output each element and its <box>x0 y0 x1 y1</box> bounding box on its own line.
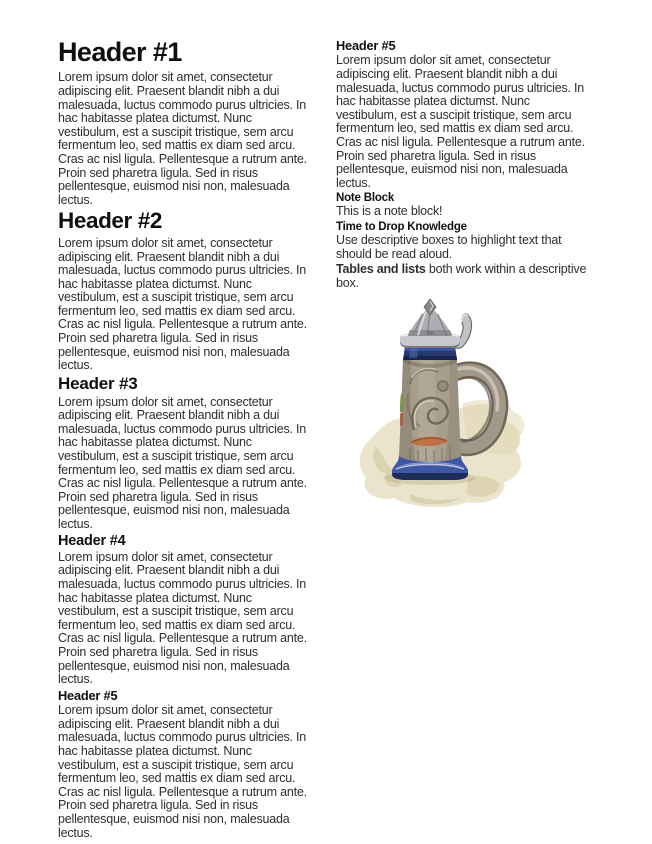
paragraph-1: Lorem ipsum dolor sit amet, consectetur adipiscing elit. Praesent blandit nibh a dui malesuada, luctus commodo purus ultricies. In hac habitasse platea dictumst. Nunc vestibulum, est a suscipit tristique, sem arcu fermentum leo, sed mattis ex diam sed arcu. Cras ac nisl ligula. Pellentesque a rutrum ante. Proin sed pharetra ligula. Sed in risus pellentesque, euismod nisi non, malesuada lectus. <box>58 70 307 207</box>
tables-lists-rest: both work within a descriptive box. <box>336 262 587 290</box>
paragraph-3: Lorem ipsum dolor sit amet, consectetur adipiscing elit. Praesent blandit nibh a dui malesuada, luctus commodo purus ultricies. In hac habitasse platea dictumst. Nunc vestibulum, est a suscipit tristique, sem arcu fermentum leo, sed mattis ex diam sed arcu. Cras ac nisl ligula. Pellentesque a rutrum ante. Proin sed pharetra ligula. Sed in risus pellentesque, euismod nisi non, malesuada lectus. <box>58 394 307 532</box>
paragraph-4: Lorem ipsum dolor sit amet, consectetur adipiscing elit. Praesent blandit nibh a dui malesuada, luctus commodo purus ultricies. In hac habitasse platea dictumst. Nunc vestibulum, est a suscipit tristique, sem arcu fermentum leo, sed mattis ex diam sed arcu. Cras ac nisl ligula. Pellentesque a rutrum ante. Proin sed pharetra ligula. Sed in risus pellentesque, euismod nisi non, malesuada lectus. <box>58 549 307 687</box>
drop-knowledge-text: Use descriptive boxes to highlight text that should be read aloud. <box>336 233 562 261</box>
heading-2: Header #2 <box>58 208 162 234</box>
heading-1: Header #1 <box>58 37 182 67</box>
heading-3: Header #3 <box>58 373 138 393</box>
drop-knowledge-title: Time to Drop Knowledge <box>336 221 467 234</box>
note-block-title: Note Block <box>336 192 395 205</box>
paragraph-6: Lorem ipsum dolor sit amet, consectetur adipiscing elit. Praesent blandit nibh a dui malesuada, luctus commodo purus ultricies. In hac habitasse platea dictumst. Nunc vestibulum, est a suscipit tristique, sem arcu fermentum leo, sed mattis ex diam sed arcu. Cras ac nisl ligula. Pellentesque a rutrum ante. Proin sed pharetra ligula. Sed in risus pellentesque, euismod nisi non, malesuada lectus. <box>336 53 585 190</box>
paragraph-5: Lorem ipsum dolor sit amet, consectetur adipiscing elit. Praesent blandit nibh a dui malesuada, luctus commodo purus ultricies. In hac habitasse platea dictumst. Nunc vestibulum, est a suscipit tristique, sem arcu fermentum leo, sed mattis ex diam sed arcu. Cras ac nisl ligula. Pellentesque a rutrum ante. Proin sed pharetra ligula. Sed in risus pellentesque, euismod nisi non, malesuada lectus. <box>58 703 307 840</box>
beer-stein-image <box>350 298 532 510</box>
note-block-text: This is a note block! <box>336 204 443 219</box>
stein-body <box>399 358 461 466</box>
tables-lists-bold-lead: Tables and lists <box>336 262 426 277</box>
heading-4: Header #4 <box>58 532 126 549</box>
left-column <box>58 38 314 842</box>
heading-5: Header #5 <box>58 687 118 703</box>
heading-5-right: Header #5 <box>336 38 396 53</box>
top-blue-band <box>403 346 457 360</box>
lid-rim <box>400 334 460 348</box>
tables-lists-text <box>336 263 592 290</box>
right-column <box>336 38 592 842</box>
paragraph-2: Lorem ipsum dolor sit amet, consectetur adipiscing elit. Praesent blandit nibh a dui malesuada, luctus commodo purus ultricies. In hac habitasse platea dictumst. Nunc vestibulum, est a suscipit tristique, sem arcu fermentum leo, sed mattis ex diam sed arcu. Cras ac nisl ligula. Pellentesque a rutrum ante. Proin sed pharetra ligula. Sed in risus pellentesque, euismod nisi non, malesuada lectus. <box>58 235 307 373</box>
